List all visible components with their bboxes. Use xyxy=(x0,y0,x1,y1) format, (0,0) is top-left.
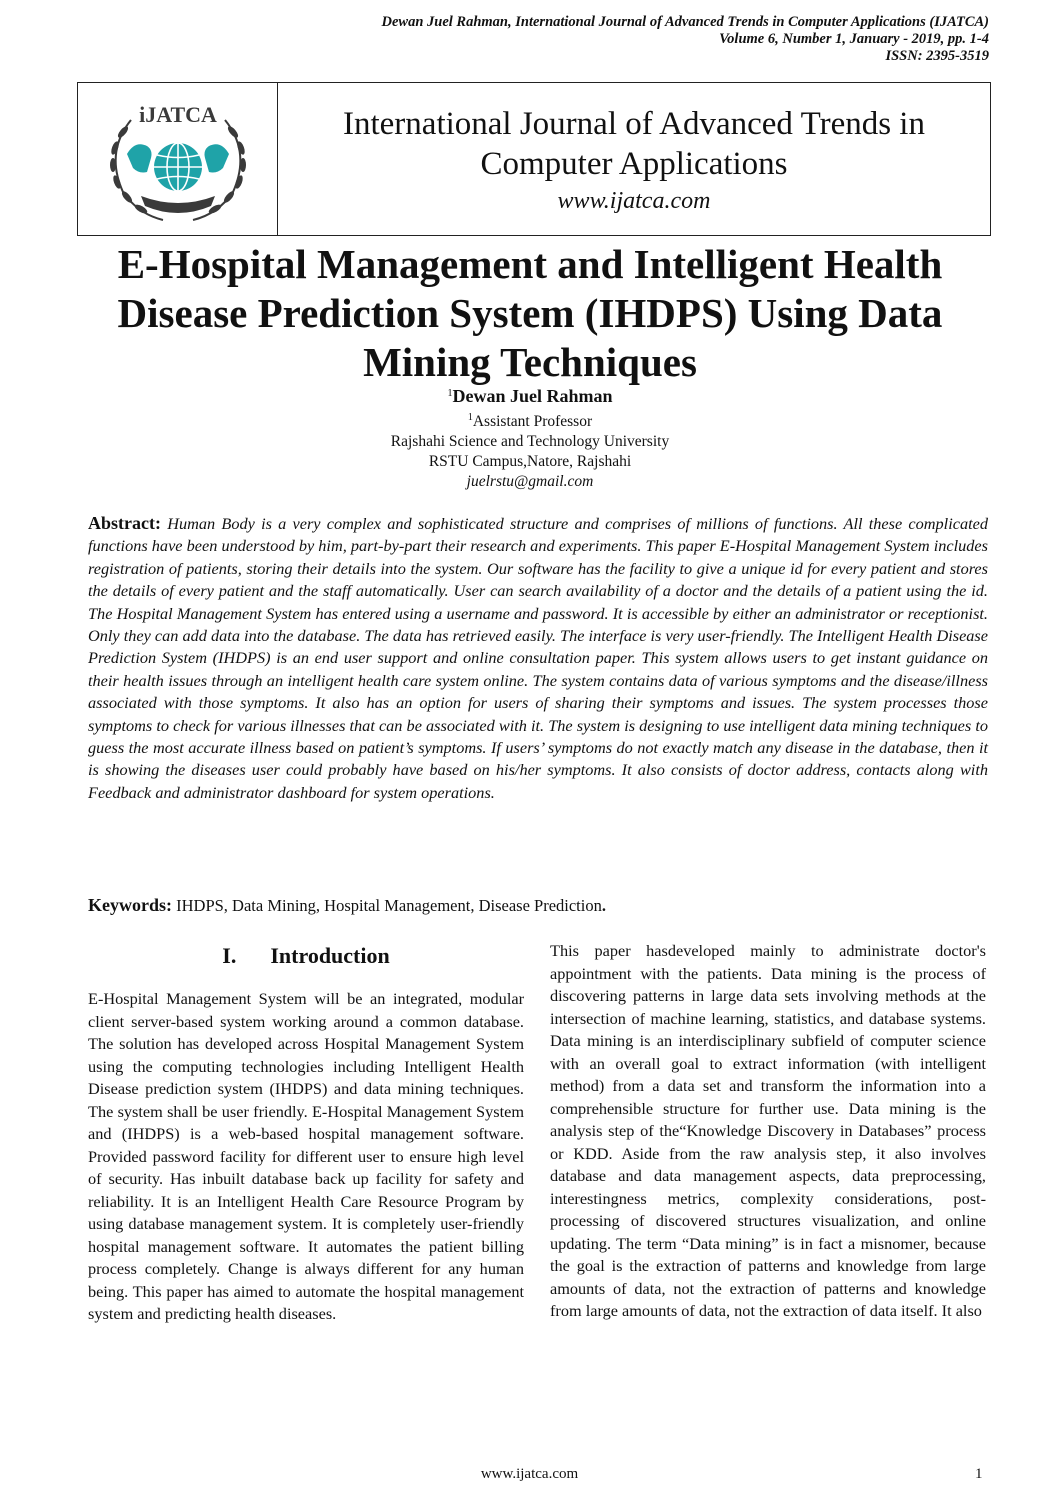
intro-paragraph-left: E-Hospital Management System will be an integrated, modular client server-based system working around a common database. The solution has developed across Hospital Management System using the computing technologies including Intelligent Health Disease prediction system (IHDPS) and data mining techniques. The system shall be user friendly. E-Hospital Management System and (IHDPS) is a web-based hospital management software. Provided password facility for different user to ensure high level of security. Has inbuilt database back up facility for safety and reliability. It is an Intelligent Health Care Resource Program by using database management system. It is completely user-friendly hospital management software. It automates the patient billing process completely. Change is always different for any human being. This paper has aimed to automate the hospital management system and predicting health diseases. xyxy=(88,989,524,1323)
running-header xyxy=(89,14,989,65)
journal-name-cell xyxy=(278,83,990,235)
author-name: Dewan Juel Rahman xyxy=(452,386,613,407)
header-volume: Volume 6, Number 1, January - 2019, pp. 1-4 xyxy=(719,31,989,47)
keywords-end: . xyxy=(601,896,606,915)
position-superscript: 1 xyxy=(467,412,473,424)
author-line xyxy=(200,384,860,408)
footer-url[interactable]: www.ijatca.com xyxy=(480,1466,579,1482)
author-address: RSTU Campus,Natore, Rajshahi xyxy=(428,453,632,471)
header-issn: ISSN: 2395-3519 xyxy=(885,48,989,64)
journal-name: International Journal of Advanced Trends in Computer Applications xyxy=(343,105,925,182)
intro-paragraph-right: This paper hasdeveloped mainly to administrate doctor's appointment with the patients. Data mining is the process of discovering patterns in large data sets involving methods at the intersection of machine learning, statistics, and database systems. Data mining is an interdisciplinary subfield of computer science with an overall goal to extract information (with intelligent method) from a data set and transform the information into a comprehensible structure for further use. Data mining is the analysis step of the“Knowledge Discovery in Databases” process or KDD. Aside from the raw analysis step, it also involves database and data management aspects, data preprocessing, interestingness metrics, complexity considerations, post- processing of discovered structures visualization, and online updating. The term “Data mining” is in fact a misnomer, because the goal is the extraction of patterns and knowledge from large amounts of data, not the extraction of patterns and knowledge from large amounts of data, not the extraction of data itself. It also xyxy=(550,941,986,1320)
keywords-label: Keywords: xyxy=(88,895,172,915)
section-number: I. xyxy=(222,943,237,968)
page-number: 1 xyxy=(975,1466,983,1482)
abstract xyxy=(88,512,988,804)
abstract-text: Human Body is a very complex and sophisticated structure and comprises of millions of functions. All these complicated functions have been understood by him, part-by-part their research and experiments. This paper E-Hospital Management System includes registration of patients, storing their details into the system. Our software has the facility to give a unique id for every patient and stores the details of every patient and the staff automatically. User can search availability of a doctor and the details of a patient using the id. The Hospital Management System has entered using a username and password. It is accessible by either an administrator or receptionist. Only they can add data into the database. The data has retrieved easily. The interface is very user-friendly. The Intelligent Health Disease Prediction System (IHDPS) is an end user support and online consultation paper. This system allows users to get instant guidance on their health issues through an intelligent health care system online. The system contains data of various symptoms and the disease/illness associated with those symptoms. It also has an option for users of sharing their symptoms and issues. The system processes those symptoms to check for various illnesses that can be associated with it. The system is designing to use intelligent data mining techniques to guess the most accurate illness based on patient’s symptoms. If users’ symptoms do not exactly match any disease in the database, then it is showing the diseases user could probably have based on his/her symptoms. It also consists of doctor address, contacts along with Feedback and administrator dashboard for system operations. xyxy=(88,514,988,802)
author-superscript: 1 xyxy=(447,388,453,399)
author-position: Assistant Professor xyxy=(472,413,593,431)
right-column xyxy=(550,940,986,1323)
keywords-text: IHDPS, Data Mining, Hospital Management, Disease Prediction xyxy=(172,896,602,915)
keywords xyxy=(88,894,988,917)
author-block xyxy=(200,384,860,492)
paper-title: E-Hospital Management and Intelligent Health Disease Prediction System (IHDPS) Using Data Mining Techniques xyxy=(117,241,943,385)
author-affiliation: Rajshahi Science and Technology University xyxy=(390,433,670,451)
journal-url[interactable]: www.ijatca.com xyxy=(557,187,711,214)
author-position-line xyxy=(200,408,860,432)
journal-logo-icon xyxy=(93,92,263,227)
section-heading-introduction xyxy=(88,942,524,970)
abstract-label: Abstract: xyxy=(88,513,161,533)
section-title: Introduction xyxy=(270,943,390,968)
author-email[interactable]: juelrstu@gmail.com xyxy=(466,473,594,491)
logo-text: iJATCA xyxy=(138,101,217,127)
header-citation: Dewan Juel Rahman, International Journal of Advanced Trends in Computer Applications (IJATCA) xyxy=(381,14,989,30)
journal-masthead xyxy=(77,82,991,236)
logo-cell xyxy=(78,83,278,235)
left-column xyxy=(88,940,524,1326)
